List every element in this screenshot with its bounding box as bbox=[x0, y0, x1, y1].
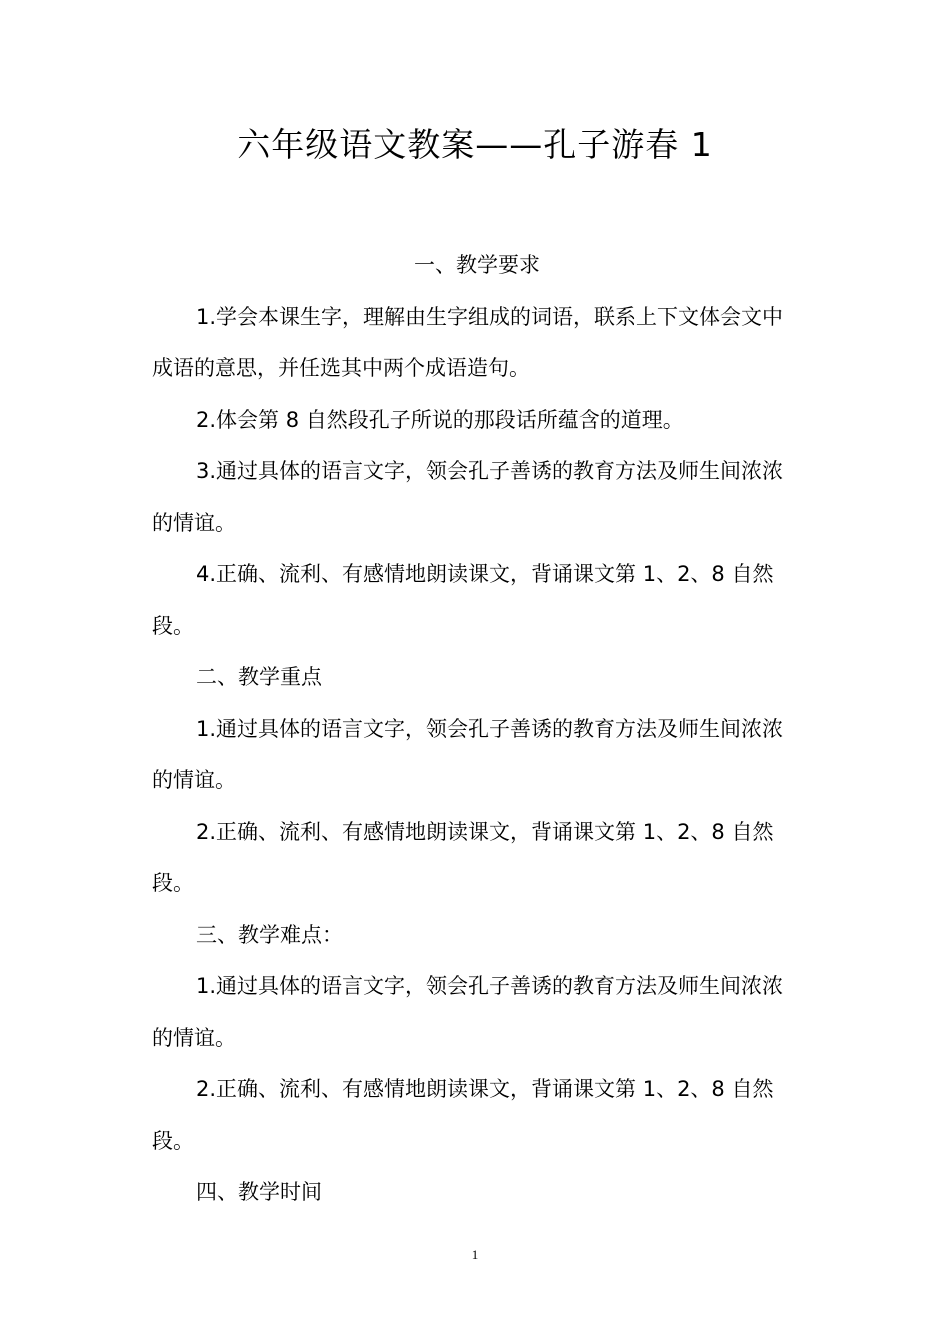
paragraph-item: 1.通过具体的语言文字，领会孔子善诱的教育方法及师生间浓浓的情谊。 bbox=[152, 974, 784, 1050]
section-heading-difficulty: 三、教学难点： bbox=[196, 922, 343, 947]
paragraph-item: 3.通过具体的语言文字，领会孔子善诱的教育方法及师生间浓浓的情谊。 bbox=[152, 459, 784, 535]
paragraph-item: 1.学会本课生字，理解由生字组成的词语，联系上下文体会文中成语的意思，并任选其中两个成语造句。 bbox=[152, 304, 784, 380]
document-body bbox=[152, 240, 802, 1219]
paragraph-item: 2.正确、流利、有感情地朗读课文，背诵课文第 1、2、8 自然段。 bbox=[152, 1077, 774, 1153]
section-heading-time: 四、教学时间 bbox=[196, 1180, 322, 1204]
section-heading-requirements: 一、教学要求 bbox=[414, 253, 540, 277]
paragraph-item: 1.通过具体的语言文字，领会孔子善诱的教育方法及师生间浓浓的情谊。 bbox=[152, 716, 784, 792]
paragraph-item: 2.正确、流利、有感情地朗读课文，背诵课文第 1、2、8 自然段。 bbox=[152, 819, 774, 895]
paragraph-item: 4.正确、流利、有感情地朗读课文，背诵课文第 1、2、8 自然段。 bbox=[152, 562, 774, 638]
page-number: 1 bbox=[471, 1247, 479, 1262]
paragraph-item: 2.体会第 8 自然段孔子所说的那段话所蕴含的道理。 bbox=[196, 407, 684, 432]
document-title: 六年级语文教案——孔子游春 1 bbox=[237, 125, 713, 164]
section-heading-focus: 二、教学重点 bbox=[196, 665, 322, 689]
